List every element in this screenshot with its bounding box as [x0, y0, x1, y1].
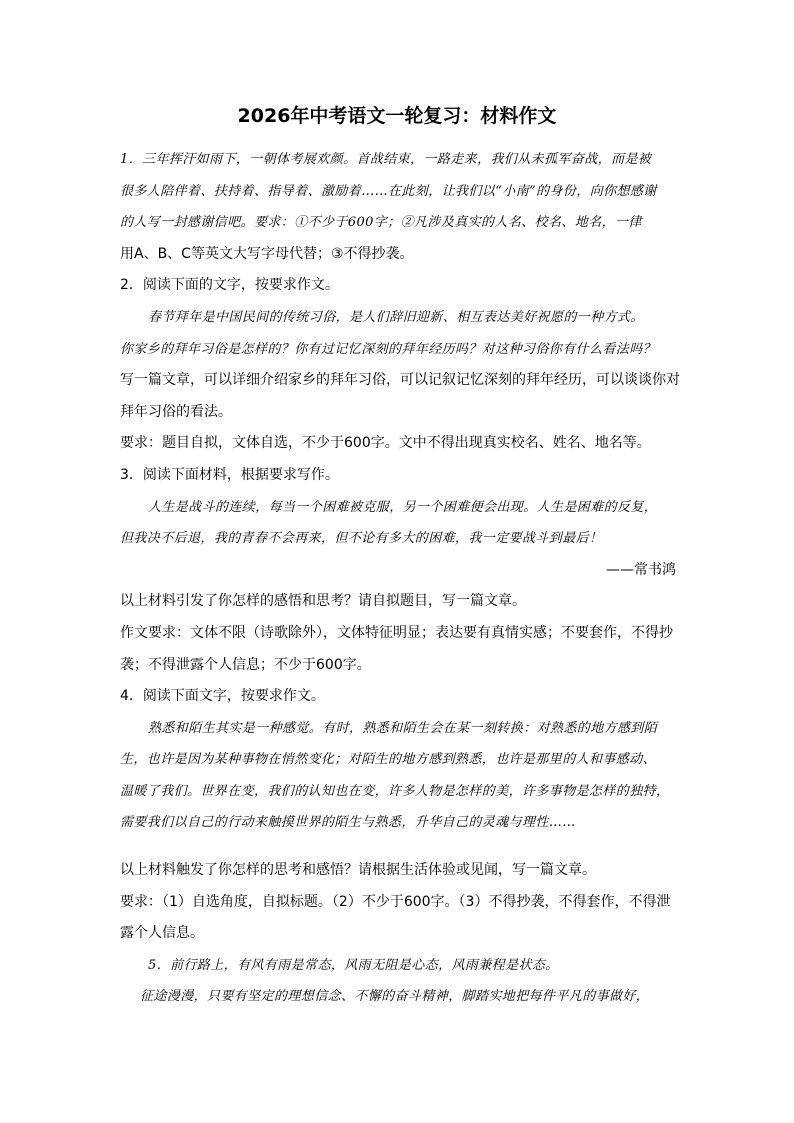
q4-material-line-4: 需要我们以自己的行动来触摸世界的陌生与熟悉，升华自己的灵魂与理性…… [120, 815, 576, 831]
q4-material-line-3: 温暖了我们。世界在变，我们的认知也在变，许多人物是怎样的美，许多事物是怎样的独特， [120, 783, 670, 799]
q3-prompt: 以上材料引发了你怎样的感悟和思考？请自拟题目，写一篇文章。 [120, 593, 526, 610]
q4-material-line-2: 生，也许是因为某种事物在悄然变化；对陌生的地方感到熟悉，也许是那里的人和事感动、 [120, 752, 657, 768]
q2-heading: 2．阅读下面的文字，按要求作文。 [120, 277, 339, 294]
q3-quote-author: ——常书鸿 [606, 561, 676, 578]
q4-prompt: 以上材料触发了你怎样的思考和感悟？请根据生活体验或见闻，写一篇文章。 [120, 862, 596, 879]
q4-requirements-line-1: 要求：（1）自选角度，自拟标题。（2）不少于600字。（3）不得抄袭，不得套作，不得泄 [120, 893, 671, 910]
q3-heading: 3．阅读下面材料，根据要求写作。 [120, 466, 339, 483]
q4-heading: 4．阅读下面文字，按要求作文。 [120, 688, 325, 705]
paragraph-gap [120, 839, 676, 855]
q2-material-line-1: 春节拜年是中国民间的传统习俗，是人们辞旧迎新、相互表达美好祝愿的一种方式。 [148, 309, 644, 325]
q1-line-2: 很多人陪伴着、扶持着、指导着、激励着……在此刻，让我们以“小南”的身份，向你想感谢 [120, 183, 657, 199]
q2-material-line-2: 你家乡的拜年习俗是怎样的？你有过记忆深刻的拜年经历吗？对这种习俗你有什么看法吗？ [120, 341, 657, 357]
q2-prompt-line-1: 写一篇文章，可以详细介绍家乡的拜年习俗，可以记叙记忆深刻的拜年经历，可以谈谈你对 [120, 372, 680, 389]
q3-requirements-line-2: 袭；不得泄露个人信息；不少于600字。 [120, 656, 371, 673]
q3-material-line-1: 人生是战斗的连续，每当一个困难被克服，另一个困难便会出现。人生是困难的反复， [148, 499, 658, 515]
q3-material-line-2: 但我决不后退，我的青春不会再来，但不论有多大的困难，我一定要战斗到最后！ [120, 531, 603, 547]
q1-line-3: 的人写一封感谢信吧。要求：①不少于600字；②凡涉及真实的人名、校名、地名，一律 [120, 215, 642, 231]
q2-prompt-line-2: 拜年习俗的看法。 [120, 403, 232, 420]
q4-material-line-1: 熟悉和陌生其实是一种感觉。有时，熟悉和陌生会在某一刻转换：对熟悉的地方感到陌 [148, 720, 658, 736]
page-title: 2026年中考语文一轮复习：材料作文 [237, 105, 557, 127]
q3-requirements-line-1: 作文要求：文体不限（诗歌除外），文体特征明显；表达要有真情实感；不要套作，不得抄 [120, 624, 673, 641]
q5-material-line-1: 征途漫漫，只要有坚定的理想信念、不懈的奋斗精神，脚踏实地把每件平凡的事做好， [140, 989, 650, 1005]
q5-heading: 5．前行路上，有风有雨是常态，风雨无阻是心态，风雨兼程是状态。 [148, 957, 559, 973]
q1-line-1: 1．三年挥汗如雨下，一朝体考展欢颜。首战结束，一路走来，我们从未孤军奋战，而是被 [120, 152, 652, 167]
q4-requirements-line-2: 露个人信息。 [120, 925, 204, 942]
document-body [120, 144, 680, 1013]
q2-requirements: 要求：题目自拟，文体自选，不少于600字。文中不得出现真实校名、姓名、地名等。 [120, 435, 651, 452]
q1-line-4: 用A、B、C等英文大写字母代替；③不得抄袭。 [120, 245, 414, 262]
